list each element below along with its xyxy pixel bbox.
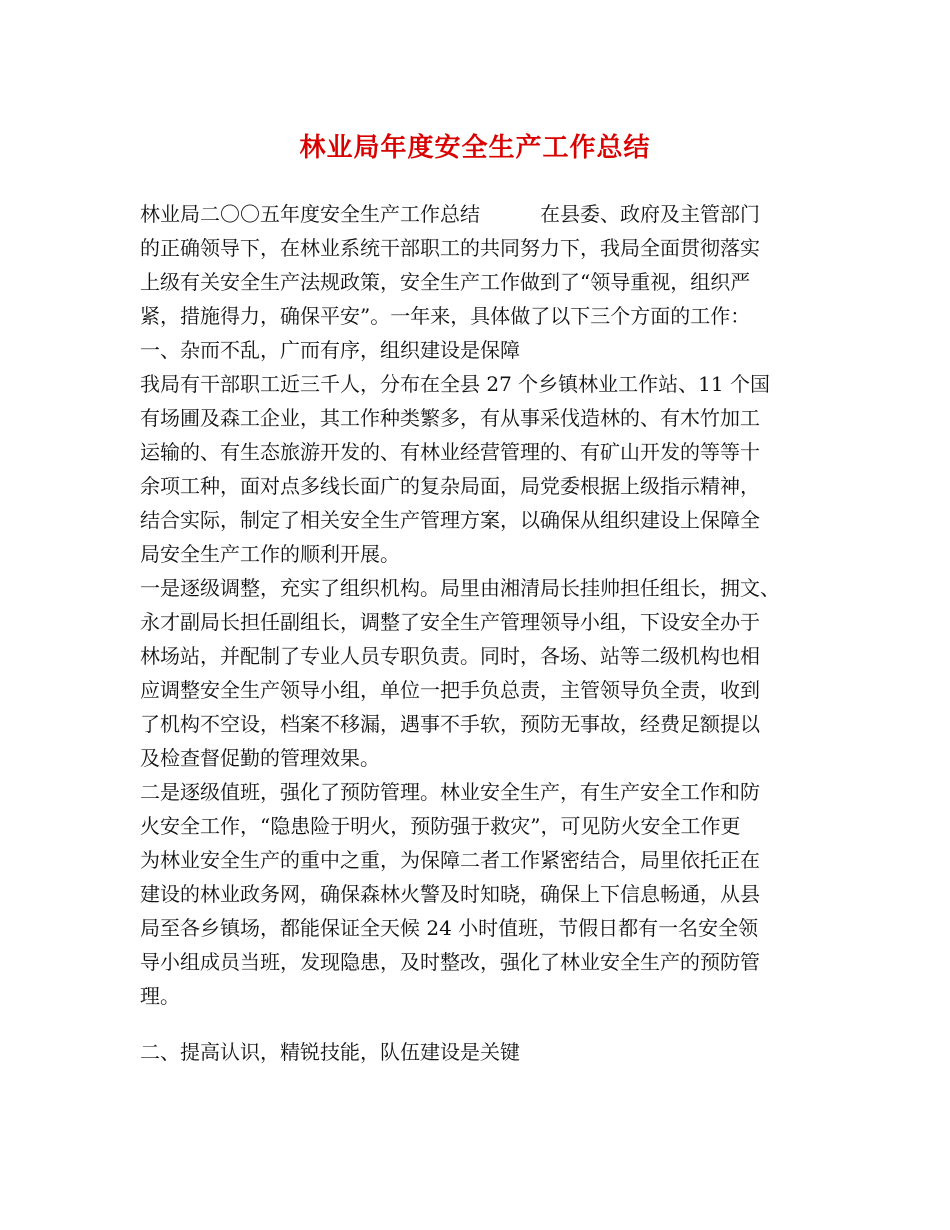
text-line: 我局有干部职工近三千人，分布在全县 27 个乡镇林业工作站、11 个国	[140, 372, 770, 396]
text-line: 的正确领导下，在林业系统干部职工的共同努力下，我局全面贯彻落实	[140, 236, 760, 260]
text-line: 上级有关安全生产法规政策，安全生产工作做到了“领导重视，组织严	[140, 270, 751, 294]
text-line: 了机构不空设，档案不移漏，遇事不手软，预防无事故，经费足额提以	[140, 712, 760, 736]
text-line: 运输的、有生态旅游开发的、有林业经营管理的、有矿山开发的等等十	[140, 440, 760, 464]
text-line: 理。	[140, 984, 180, 1008]
text-line: 为林业安全生产的重中之重，为保障二者工作紧密结合，局里依托正在	[140, 848, 760, 872]
text-line: 建设的林业政务网，确保森林火警及时知晓，确保上下信息畅通，从县	[140, 882, 760, 906]
text-line: 局安全生产工作的顺利开展。	[140, 542, 400, 566]
text-line: 结合实际，制定了相关安全生产管理方案，以确保从组织建设上保障全	[140, 508, 760, 532]
text-line: 紧，措施得力，确保平安”。一年来，具体做了以下三个方面的工作：	[140, 304, 751, 328]
text-line: 有场圃及森工企业，其工作种类繁多，有从事采伐造林的、有木竹加工	[140, 406, 760, 430]
text-line: 林业局二〇〇五年度安全生产工作总结 在县委、政府及主管部门	[140, 202, 760, 226]
document-title: 林业局年度安全生产工作总结	[299, 133, 651, 163]
document-body	[140, 197, 830, 1069]
text-line: 导小组成员当班，发现隐患，及时整改，强化了林业安全生产的预防管	[140, 950, 760, 974]
text-line: 火安全工作，“隐患险于明火，预防强于救灾”，可见防火安全工作更	[140, 814, 741, 838]
text-line: 林场站，并配制了专业人员专职负责。同时，各场、站等二级机构也相	[140, 644, 760, 668]
text-line: 一是逐级调整，充实了组织机构。局里由湘清局长挂帅担任组长，拥文、	[140, 576, 780, 600]
text-line: 及检查督促勤的管理效果。	[140, 746, 380, 770]
text-line: 应调整安全生产领导小组，单位一把手负总责，主管领导负全责，收到	[140, 678, 760, 702]
text-line: 余项工种，面对点多线长面广的复杂局面，局党委根据上级指示精神，	[140, 474, 760, 498]
section-heading: 一、杂而不乱，广而有序，组织建设是保障	[140, 338, 520, 362]
text-line: 二是逐级值班，强化了预防管理。林业安全生产，有生产安全工作和防	[140, 780, 760, 804]
text-line: 永才副局长担任副组长，调整了安全生产管理领导小组，下设安全办于	[140, 610, 760, 634]
text-line: 局至各乡镇场，都能保证全天候 24 小时值班，节假日都有一名安全领	[140, 916, 759, 940]
section-heading: 二、提高认识，精锐技能，队伍建设是关键	[140, 1040, 520, 1064]
